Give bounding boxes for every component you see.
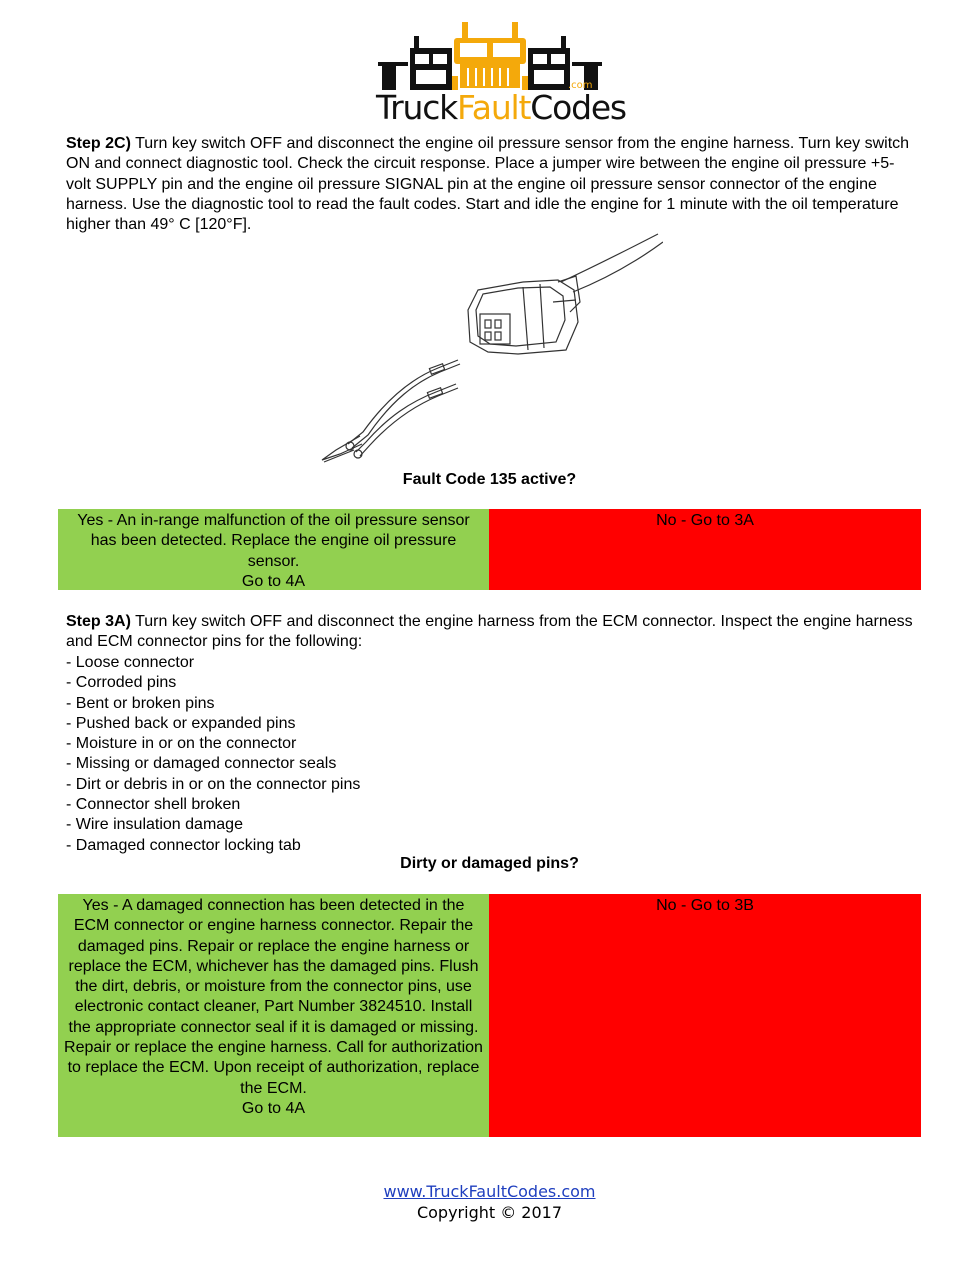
step-2c-yes-goto: Go to 4A (241, 572, 306, 590)
step-3a-yes-cell (58, 894, 489, 1137)
list-item: - Missing or damaged connector seals (66, 755, 337, 773)
logo-word-codes: Codes (530, 88, 626, 127)
step-2c-yes-text: Yes - An in-range malfunction of the oil pressure sensor has been detected. Replace the engine oil pressure sensor. (77, 512, 470, 570)
list-item: - Bent or broken pins (66, 694, 215, 712)
step-2c-answer-row (58, 509, 921, 590)
list-item: - Connector shell broken (66, 796, 241, 814)
step-2c-label: Step 2C) (66, 135, 131, 152)
step-2c-no-cell (489, 509, 921, 590)
footer-link-row (0, 1182, 979, 1201)
list-item: - Moisture in or on the connector (66, 735, 297, 753)
logo-word-fault: Fault (457, 88, 531, 127)
jumper-wire-connector-illustration (318, 232, 663, 464)
site-logo (376, 18, 626, 130)
list-item: - Dirt or debris in or on the connector pins (66, 775, 361, 793)
step-3a-yes-goto: Go to 4A (241, 1099, 306, 1117)
step-3a-answer-row (58, 894, 921, 1137)
list-item: - Loose connector (66, 654, 195, 671)
step-2c-yes-cell (58, 509, 489, 590)
step-3a-question: Dirty or damaged pins? (400, 855, 579, 872)
step-3a-no-cell (489, 894, 921, 1137)
logo-com-text: .com (568, 80, 593, 91)
step-3a-no-text: No - Go to 3B (656, 897, 754, 914)
inspection-checklist (66, 653, 666, 856)
footer-website-link[interactable]: www.TruckFaultCodes.com (383, 1182, 596, 1201)
step-3a-paragraph (66, 612, 918, 653)
list-item: - Corroded pins (66, 674, 177, 692)
footer-copyright: Copyright © 2017 (416, 1203, 563, 1222)
logo-word-truck: Truck (376, 88, 458, 127)
list-item: - Wire insulation damage (66, 816, 243, 834)
step-2c-question: Fault Code 135 active? (402, 471, 577, 488)
list-item: - Damaged connector locking tab (66, 836, 301, 854)
step-3a-yes-text: Yes - A damaged connection has been detected in the ECM connector or engine harness connector. Repair the damaged pins. Repair or replace the engine harness or replace the ECM, whichever has the damaged pins. Flush the dirt, debris, or moisture from the connector pins, use electronic contact cleaner, Part Number 3824510. Install the appropriate connector seal if it is damaged or missing. Repair or replace the engine harness. Call for authorization to replace the ECM. Upon receipt of authorization, replace the ECM. (64, 897, 483, 1097)
step-3a-label: Step 3A) (66, 613, 131, 630)
logo-wordmark (376, 88, 626, 128)
step-3a-text: Turn key switch OFF and disconnect the engine harness from the ECM connector. Inspect the engine harness and ECM connector pins for the following: (66, 613, 913, 651)
step-2c-text: Turn key switch OFF and disconnect the engine oil pressure sensor from the engine harness. Turn key switch ON and connect diagnostic tool. Check the circuit response. Place a jumper wire between the engine oil pressure +5-volt SUPPLY pin and the engine oil pressure SIGNAL pin at the engine oil pressure sensor connector of the engine harness. Use the diagnostic tool to read the fault codes. Start and idle the engine for 1 minute with the oil temperature higher than 49° C [120°F]. (66, 135, 910, 234)
list-item: - Pushed back or expanded pins (66, 714, 296, 732)
step-2c-paragraph (66, 134, 918, 235)
step-2c-no-text: No - Go to 3A (656, 512, 754, 529)
